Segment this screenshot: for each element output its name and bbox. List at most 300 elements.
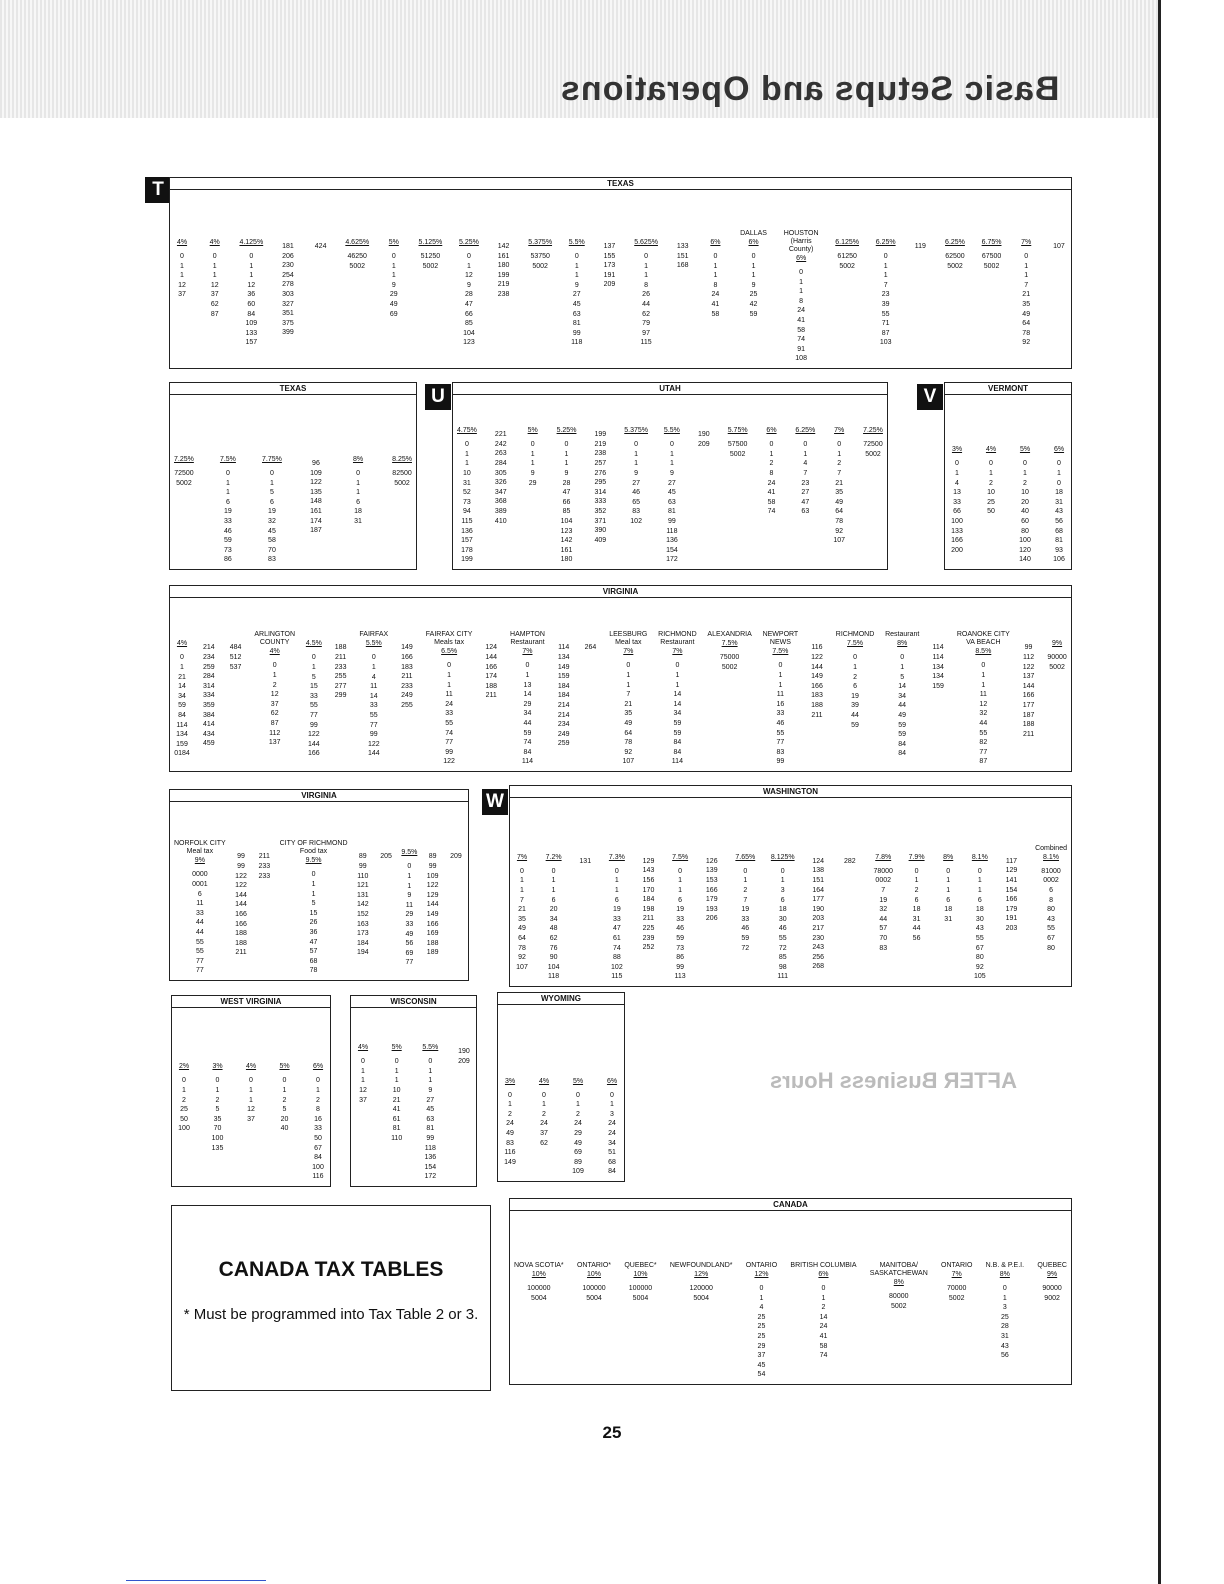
break-value: 30 <box>975 915 984 923</box>
rate-column <box>389 1035 405 1143</box>
break-value: 5002 <box>983 262 1000 270</box>
break-value: 1 <box>883 262 888 270</box>
break-value: 92 <box>1022 339 1031 347</box>
break-value: 24 <box>608 1130 616 1138</box>
break-value: 25 <box>1000 1313 1009 1321</box>
break-value: 1 <box>428 1077 433 1085</box>
break-value: 45 <box>268 527 276 535</box>
rate-label: 5.5% <box>365 640 382 648</box>
break-value: 27 <box>572 291 581 299</box>
break-value: 1 <box>520 887 524 895</box>
rate-column <box>176 1054 192 1134</box>
break-value: 5002 <box>947 262 963 270</box>
break-value: 67 <box>1047 935 1055 943</box>
break-value: 110 <box>391 1135 403 1143</box>
break-value: 24 <box>506 1120 514 1128</box>
break-value: 87 <box>979 758 988 766</box>
break-value: 45 <box>426 1106 435 1114</box>
break-value: 5002 <box>349 262 365 270</box>
break-value: 118 <box>548 973 560 981</box>
break-value: 24 <box>819 1323 828 1331</box>
break-value: 5002 <box>394 479 410 487</box>
break-value: 129 <box>1005 867 1018 875</box>
break-value: 6 <box>780 896 785 904</box>
break-value: 0 <box>249 253 254 261</box>
break-value: 84 <box>314 1154 322 1162</box>
break-value: 12 <box>210 281 219 289</box>
break-value: 97 <box>642 329 650 337</box>
break-value: 99 <box>668 518 676 526</box>
break-value: 59 <box>898 721 907 729</box>
break-value: 118 <box>571 339 583 347</box>
break-value: 100000 <box>628 1285 653 1293</box>
break-value: 5002 <box>721 664 738 672</box>
break-value: 0 <box>853 654 857 662</box>
break-value: 19 <box>851 692 859 700</box>
break-value: 303 <box>282 291 294 299</box>
canada-tax-tables-box <box>171 1205 491 1391</box>
rate-label: 8% <box>943 853 954 861</box>
rate-column <box>835 230 859 271</box>
break-value: 29 <box>405 911 414 919</box>
break-value: 0184 <box>174 750 190 758</box>
break-value: 268 <box>812 963 825 971</box>
break-value: 90000 <box>1047 654 1067 662</box>
column-heading: QUEBEC <box>1037 1262 1067 1270</box>
break-value: 65 <box>632 498 641 506</box>
texas-table-2 <box>169 382 417 570</box>
break-value: 86 <box>224 556 232 564</box>
break-value: 1 <box>282 1087 287 1095</box>
rate-column <box>972 845 988 982</box>
break-value: 1 <box>614 877 619 885</box>
break-value: 122 <box>1022 663 1035 671</box>
rate-column <box>457 418 477 565</box>
rate-label: 6.25% <box>795 427 816 435</box>
break-value: 18 <box>912 906 921 914</box>
column-heading: FAIRFAX CITY Meals tax <box>425 631 473 647</box>
break-value: 0 <box>743 867 748 875</box>
rate-label: 5% <box>1019 446 1031 454</box>
break-value: 225 <box>642 925 655 933</box>
break-value: 188 <box>1022 721 1035 729</box>
rate-column <box>401 840 417 968</box>
break-value: 284 <box>494 460 507 468</box>
break-value: 211 <box>642 915 655 923</box>
break-value: 63 <box>801 508 810 516</box>
break-value: 5002 <box>839 262 855 270</box>
rate-label: 4% <box>176 239 188 247</box>
rate-column <box>912 230 928 252</box>
section-title: UTAH <box>453 383 887 395</box>
break-value: 129 <box>642 857 655 865</box>
break-value: 1 <box>799 288 804 296</box>
rate-column <box>885 631 919 759</box>
break-value: 55 <box>1047 925 1055 933</box>
column-heading: ALEXANDRIA <box>707 631 752 639</box>
break-value: 188 <box>235 930 247 938</box>
rate-column <box>496 230 512 300</box>
rate-column <box>386 230 402 319</box>
break-value: 53750 <box>530 253 550 261</box>
break-value: 1 <box>447 681 452 689</box>
break-value: 206 <box>282 252 294 260</box>
rate-column <box>672 845 688 982</box>
break-value: 177 <box>812 896 825 904</box>
break-value: 459 <box>202 740 215 748</box>
break-value: 2 <box>1023 479 1027 487</box>
break-value: 48 <box>549 925 558 933</box>
break-value: 9 <box>391 281 396 289</box>
break-value: 217 <box>812 925 825 933</box>
break-value: 0 <box>644 253 649 261</box>
break-value: 34 <box>898 692 907 700</box>
rate-column <box>945 230 965 271</box>
rate-column <box>601 230 617 290</box>
break-value: 68 <box>608 1158 616 1166</box>
break-value: 0 <box>759 1285 764 1293</box>
break-value: 191 <box>1005 915 1018 923</box>
break-value: 80 <box>975 954 984 962</box>
break-value: 85 <box>562 508 571 516</box>
break-value: 66 <box>953 508 961 516</box>
break-value: 2 <box>837 460 842 468</box>
break-value: 209 <box>697 440 710 448</box>
break-value: 1 <box>821 1294 826 1302</box>
break-value: 0 <box>394 1058 399 1066</box>
break-value: 67500 <box>981 253 1002 261</box>
break-value: 28 <box>1000 1323 1009 1331</box>
break-value: 352 <box>594 508 607 516</box>
break-value: 159 <box>176 740 188 748</box>
column-heading: NORFOLK CITY Meal tax <box>174 840 226 856</box>
virginia-table-2 <box>169 789 469 981</box>
break-value: 114 <box>932 654 944 662</box>
break-value: 1 <box>780 877 785 885</box>
break-value: 9 <box>574 281 579 289</box>
break-value: 1 <box>981 672 986 680</box>
break-value: 7 <box>837 470 842 478</box>
break-value: 144 <box>308 740 320 748</box>
rate-column <box>664 418 680 565</box>
break-value: 81 <box>1055 537 1063 545</box>
rate-label: 10% <box>586 1271 601 1279</box>
break-value: 144 <box>811 663 823 671</box>
break-value: 33 <box>776 710 785 718</box>
break-value: 1 <box>508 1101 512 1109</box>
rate-column <box>233 840 249 958</box>
break-value: 0 <box>464 441 469 449</box>
break-value: 58 <box>767 498 776 506</box>
column-heading: ARLINGTON COUNTY <box>254 631 296 647</box>
break-value: 5004 <box>531 1294 547 1302</box>
break-value: 0000 <box>192 871 208 879</box>
break-value: 9 <box>407 892 412 900</box>
rate-column <box>174 447 194 488</box>
break-value: 37 <box>757 1352 766 1360</box>
column-heading: ONTARIO* <box>576 1262 612 1270</box>
break-value: 156 <box>642 877 655 885</box>
break-value: 92 <box>975 963 984 971</box>
break-value: 34 <box>673 710 682 718</box>
break-value: 203 <box>812 915 825 923</box>
break-value: 74 <box>445 729 453 737</box>
break-value: 31 <box>463 479 471 487</box>
break-value: 124 <box>812 857 825 865</box>
header-title: Basic Setups and Operations <box>560 70 1060 108</box>
break-value: 63 <box>668 498 676 506</box>
rate-column <box>220 447 236 565</box>
rate-column <box>624 1262 656 1303</box>
break-value: 33 <box>676 915 685 923</box>
break-value: 5 <box>900 673 905 681</box>
rate-label: 4% <box>985 446 997 454</box>
break-value: 314 <box>594 488 607 496</box>
break-value: 34 <box>608 1139 616 1147</box>
break-value: 144 <box>367 750 380 758</box>
break-value: 104 <box>547 963 560 971</box>
rate-label: 7.5% <box>672 853 689 861</box>
break-value: 19 <box>879 896 888 904</box>
break-value: 1 <box>1057 470 1061 478</box>
break-value: 0 <box>610 1091 614 1099</box>
rate-column <box>1021 631 1037 739</box>
rate-label: 9% <box>194 857 205 865</box>
break-value: 166 <box>401 654 413 662</box>
break-value: 2 <box>821 1304 826 1312</box>
break-value: 1 <box>394 1077 399 1085</box>
break-value: 28 <box>562 479 571 487</box>
rate-label: 7% <box>951 1271 962 1279</box>
break-value: 77 <box>445 739 453 747</box>
rate-label: 5.625% <box>634 239 658 247</box>
break-value: 25 <box>987 498 995 506</box>
break-value: 209 <box>603 281 616 289</box>
rate-column <box>557 418 577 565</box>
break-value: 193 <box>705 905 718 913</box>
break-value: 1 <box>564 450 569 458</box>
break-value: 11 <box>445 691 453 699</box>
break-value: 0 <box>675 662 680 670</box>
break-value: 37 <box>178 291 186 299</box>
break-value: 187 <box>310 527 322 535</box>
rate-column <box>870 1262 928 1311</box>
break-value: 84 <box>673 748 682 756</box>
break-value: 18 <box>778 906 787 914</box>
break-value: 4 <box>371 673 376 681</box>
column-heading: Combined <box>1035 844 1067 852</box>
break-value: 1 <box>1024 272 1029 280</box>
rate-column <box>909 845 925 944</box>
break-value: 159 <box>932 682 944 690</box>
break-value: 1 <box>551 877 556 885</box>
rate-column <box>577 1262 611 1303</box>
break-value: 27 <box>632 479 641 487</box>
break-value: 16 <box>314 1115 322 1123</box>
break-value: 68 <box>1055 527 1063 535</box>
break-value: 90 <box>549 954 558 962</box>
break-value: 179 <box>705 896 718 904</box>
section-letter-u: U <box>425 384 451 410</box>
break-value: 166 <box>235 911 247 919</box>
break-value: 58 <box>268 537 276 545</box>
break-value: 1 <box>900 664 905 672</box>
break-value: 124 <box>485 644 498 652</box>
break-value: 1 <box>678 877 683 885</box>
break-value: 180 <box>497 262 510 270</box>
break-value: 174 <box>485 673 498 681</box>
break-value: 0 <box>780 867 785 875</box>
break-value: 12 <box>465 272 473 280</box>
break-value: 113 <box>674 973 686 981</box>
break-value: 188 <box>334 644 347 652</box>
break-value: 28 <box>465 291 473 299</box>
break-value: 44 <box>912 925 921 933</box>
rate-label: 4.625% <box>345 239 370 247</box>
break-value: 206 <box>705 915 718 923</box>
rate-column <box>536 1069 552 1149</box>
break-value: 5004 <box>632 1294 649 1302</box>
break-value: 75000 <box>719 654 740 662</box>
break-value: 1 <box>751 262 756 270</box>
break-value: 252 <box>642 944 655 952</box>
break-value: 14 <box>819 1313 828 1321</box>
break-value: 1 <box>989 470 993 478</box>
break-value: 59 <box>224 537 232 545</box>
break-value: 32 <box>268 518 276 526</box>
break-value: 1 <box>361 1067 365 1075</box>
break-value: 6 <box>678 896 683 904</box>
break-value: 2 <box>576 1110 580 1118</box>
break-value: 0 <box>407 863 412 871</box>
break-value: 0002 <box>875 877 891 885</box>
break-value: 24 <box>767 479 776 487</box>
break-value: 239 <box>642 934 655 942</box>
break-value: 2 <box>914 887 919 895</box>
section-title: VIRGINIA <box>170 586 1071 598</box>
break-value: 11 <box>979 691 987 699</box>
break-value: 234 <box>202 654 215 662</box>
break-value: 49 <box>506 1130 514 1138</box>
break-value: 0 <box>837 441 842 449</box>
break-value: 359 <box>202 702 215 710</box>
break-value: 154 <box>666 546 678 554</box>
break-value: 56 <box>1055 518 1063 526</box>
break-value: 92 <box>835 527 844 535</box>
break-value: 1 <box>675 672 680 680</box>
break-value: 180 <box>560 556 573 564</box>
break-value: 371 <box>594 517 607 525</box>
canada-box-title: CANADA TAX TABLES <box>218 1258 444 1281</box>
break-value: 178 <box>461 546 473 554</box>
rate-label: 7.9% <box>908 853 925 861</box>
break-value: 203 <box>1005 925 1018 933</box>
rate-column <box>1051 230 1067 252</box>
break-value: 1 <box>713 262 718 270</box>
break-value: 14 <box>178 683 186 691</box>
break-value: 61 <box>612 935 621 943</box>
rate-column <box>310 1054 326 1182</box>
break-value: 7 <box>803 470 808 478</box>
break-value: 0 <box>180 253 184 261</box>
break-value: 1 <box>464 460 469 468</box>
break-value: 26 <box>309 919 318 927</box>
break-value: 314 <box>202 682 215 690</box>
rate-label: 7.2% <box>545 853 562 861</box>
break-value: 214 <box>557 702 570 710</box>
break-value: 15 <box>309 909 318 917</box>
break-value: 64 <box>624 729 633 737</box>
break-value: 46 <box>778 925 787 933</box>
rate-column <box>174 631 190 759</box>
break-value: 177 <box>1022 702 1035 710</box>
break-value: 238 <box>594 450 607 458</box>
break-value: 84 <box>898 740 907 748</box>
rate-column <box>634 230 658 348</box>
break-value: 191 <box>603 271 616 279</box>
section-title: WASHINGTON <box>510 786 1071 798</box>
break-value: 164 <box>812 886 825 894</box>
rate-label: 8% <box>893 1279 904 1287</box>
break-value: 100 <box>951 518 963 526</box>
break-value: 99 <box>1024 644 1033 652</box>
break-value: 56 <box>405 940 414 948</box>
break-value: 194 <box>356 949 369 957</box>
break-value: 62 <box>549 935 558 943</box>
rate-column <box>577 845 593 867</box>
break-value: 20 <box>1021 498 1029 506</box>
rate-column <box>392 447 412 488</box>
break-value: 1 <box>212 262 217 270</box>
break-value: 42 <box>749 301 758 309</box>
rate-label: 7% <box>516 853 528 861</box>
break-value: 34 <box>178 692 186 700</box>
column-heading: QUEBEC* <box>624 1262 657 1270</box>
break-value: 123 <box>560 527 573 535</box>
break-value: 152 <box>356 911 369 919</box>
break-value: 0 <box>282 1077 287 1085</box>
break-value: 173 <box>356 930 369 938</box>
rate-column <box>207 230 223 319</box>
rate-column <box>795 418 815 517</box>
break-value: 1 <box>391 272 396 280</box>
break-value: 1 <box>520 877 524 885</box>
break-value: 7 <box>883 281 888 289</box>
break-value: 99 <box>237 853 245 861</box>
break-value: 27 <box>668 479 676 487</box>
break-value: 8 <box>644 281 649 289</box>
break-value: 103 <box>879 339 892 347</box>
break-value: 151 <box>812 877 825 885</box>
break-value: 108 <box>795 355 807 363</box>
break-value: 85 <box>465 320 473 328</box>
break-value: 55 <box>195 948 204 956</box>
break-value: 172 <box>666 556 678 564</box>
break-value: 1 <box>180 262 184 270</box>
break-value: 1 <box>614 887 619 895</box>
break-value: 1 <box>551 887 556 895</box>
break-value: 183 <box>811 692 823 700</box>
break-value: 1 <box>778 681 783 689</box>
rate-label: 2% <box>178 1063 190 1071</box>
break-value: 211 <box>811 711 823 719</box>
break-value: 21 <box>624 700 633 708</box>
rate-label: 6% <box>766 427 777 435</box>
break-value: 119 <box>914 243 926 251</box>
break-value: 166 <box>485 663 498 671</box>
washington-table <box>509 785 1072 987</box>
rate-column <box>419 230 443 271</box>
